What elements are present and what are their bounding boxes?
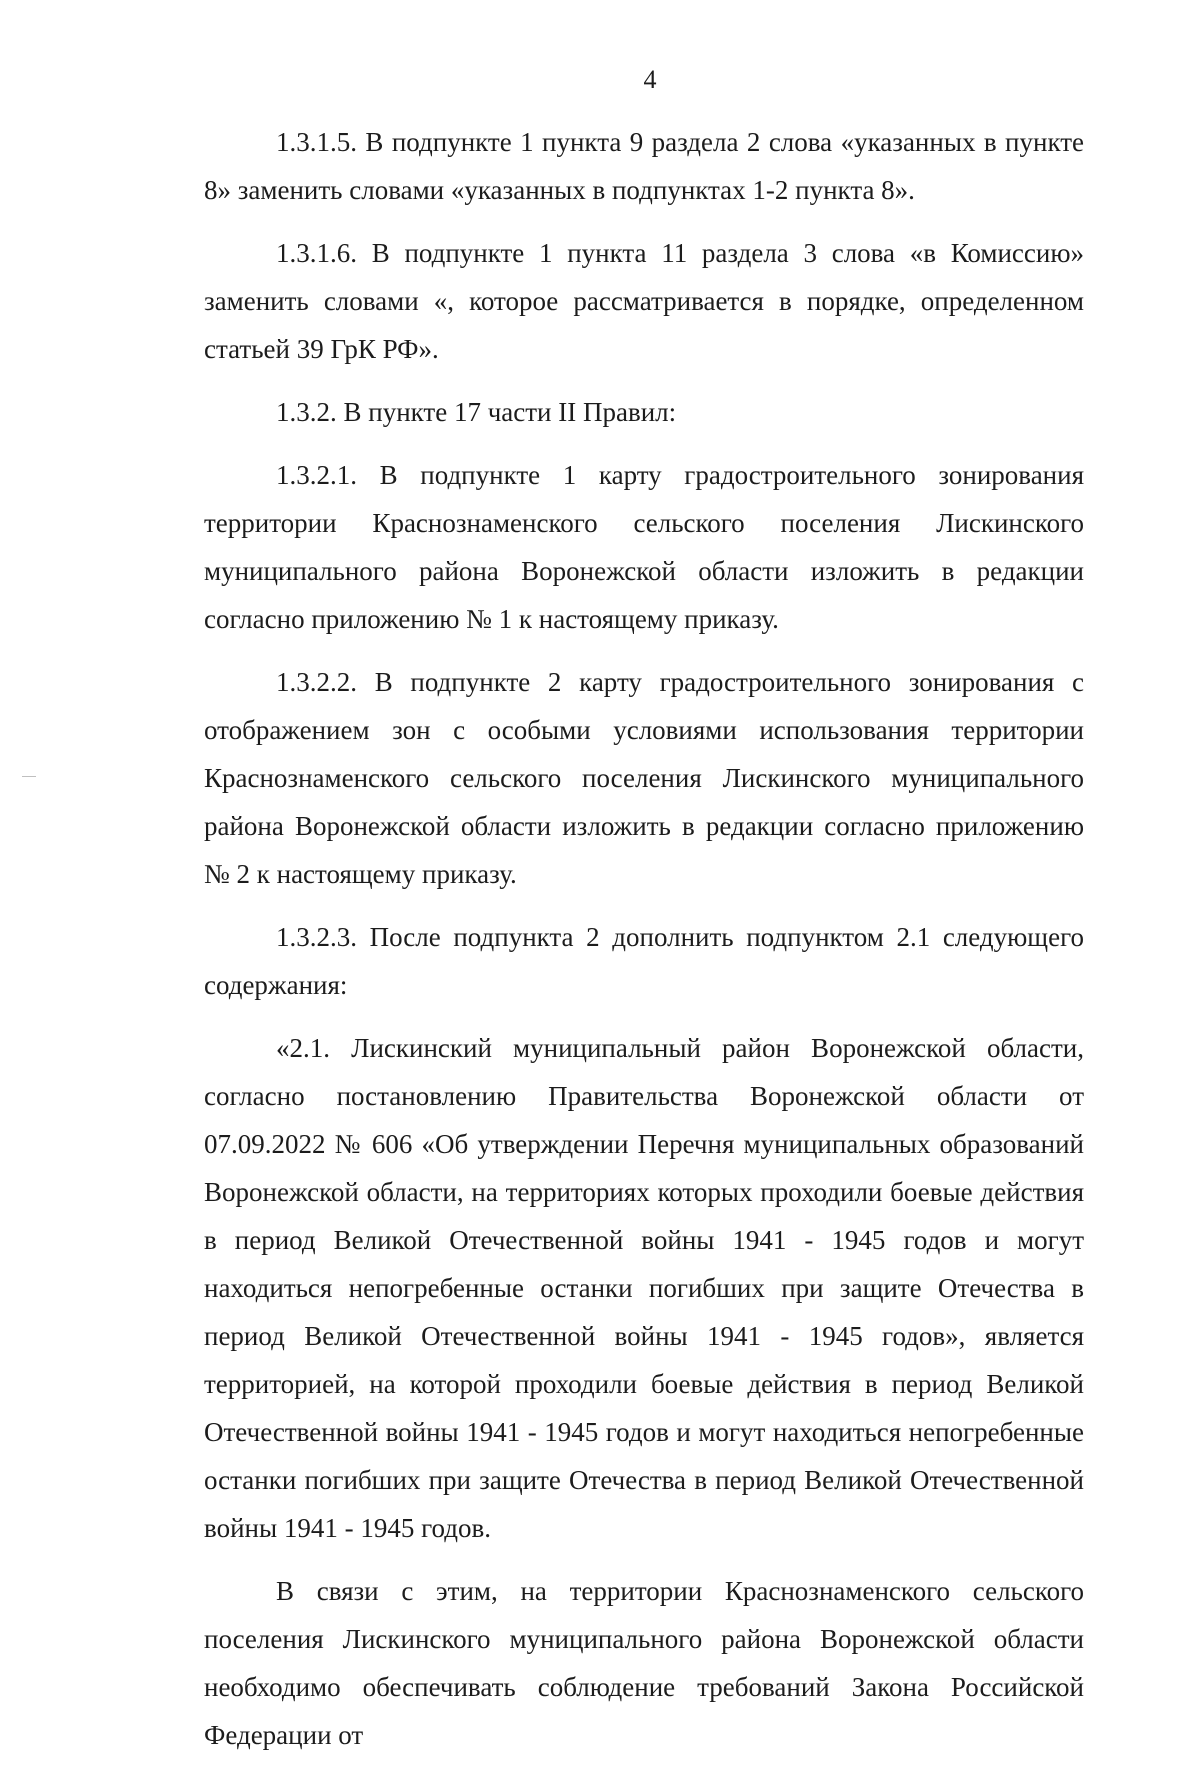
- paragraph-2-1-quote: «2.1. Лискинский муниципальный район Воронежской области, согласно постановлению Правительства Воронежской области от 07.09.2022 № 606 «Об утверждении Перечня муниципальных образований Воронежской области, на территориях которых проходили боевые действия в период Великой Отечественной войны 1941 - 1945 годов и могут находиться непогребенные останки погибших при защите Отечества в период Великой Отечественной войны 1941 - 1945 годов», является территорией, на которой проходили боевые действия в период Великой Отечественной войны 1941 - 1945 годов и могут находиться непогребенные останки погибших при защите Отечества в период Великой Отечественной войны 1941 - 1945 годов.: [204, 1033, 1084, 1543]
- paragraph-1-3-2-3: 1.3.2.3. После подпункта 2 дополнить подпунктом 2.1 следующего содержания:: [204, 922, 1084, 1000]
- paragraph-1-3-2-1: 1.3.2.1. В подпункте 1 карту градостроительного зонирования территории Краснознаменского сельского поселения Лискинского муниципального района Воронежской области изложить в редакции согласно приложению № 1 к настоящему приказу.: [204, 460, 1084, 634]
- page-number: 4: [643, 65, 657, 94]
- document-body: [204, 118, 1084, 1774]
- margin-mark: [22, 776, 36, 777]
- paragraph-1-3-2-2: 1.3.2.2. В подпункте 2 карту градостроительного зонирования с отображением зон с особыми условиями использования территории Краснознаменского сельского поселения Лискинского муниципального района Воронежской области изложить в редакции согласно приложению № 2 к настоящему приказу.: [204, 667, 1084, 889]
- paragraph-1-3-2: 1.3.2. В пункте 17 части II Правил:: [276, 397, 677, 427]
- paragraph-1-3-1-6: 1.3.1.6. В подпункте 1 пункта 11 раздела 3 слова «в Комиссию» заменить словами «, которое рассматривается в порядке, определенном статьей 39 ГрК РФ».: [204, 238, 1084, 364]
- paragraph-in-this-regard: В связи с этим, на территории Краснознаменского сельского поселения Лискинского муниципального района Воронежской области необходимо обеспечивать соблюдение требований Закона Российской Федерации от: [204, 1576, 1084, 1750]
- paragraph-1-3-1-5: 1.3.1.5. В подпункте 1 пункта 9 раздела 2 слова «указанных в пункте 8» заменить словами «указанных в подпунктах 1-2 пункта 8».: [204, 127, 1084, 205]
